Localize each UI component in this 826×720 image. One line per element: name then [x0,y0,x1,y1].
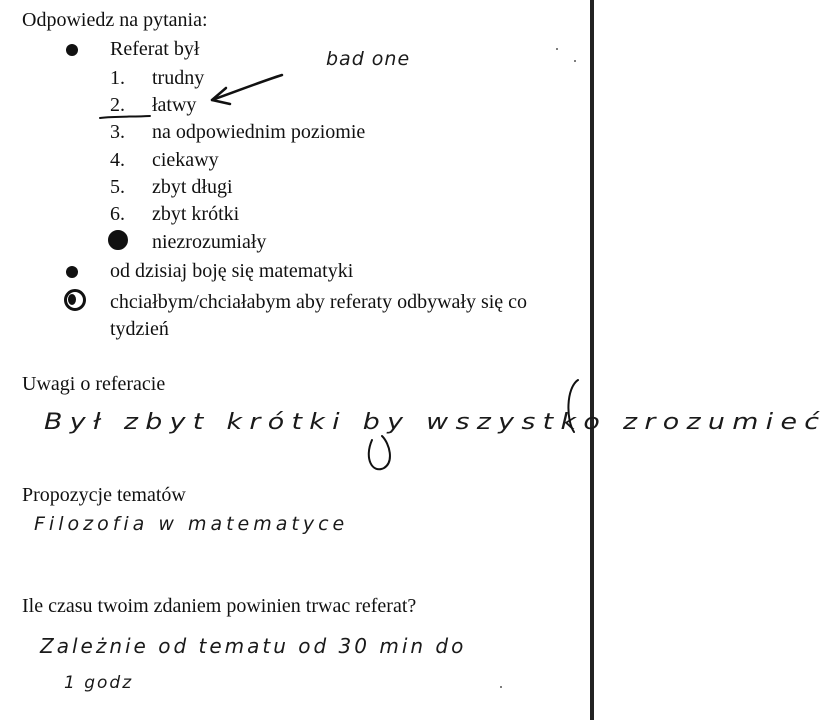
duration-label: Ile czasu twoim zdaniem powinien trwac referat? [22,595,417,617]
question2-text[interactable]: od dzisiaj boję się matematyki [110,260,354,282]
option-7-selected-mark[interactable] [108,230,128,250]
topics-answer[interactable]: Filozofia w matematyce [34,513,349,535]
option-1-text[interactable]: trudny [152,67,205,89]
remarks-label: Uwagi o referacie [22,373,166,395]
duration-answer-line1[interactable]: Zależnie od tematu od 30 min do [40,634,467,658]
underline-icon [100,116,150,118]
option-2-text[interactable]: łatwy [152,94,197,116]
option-4-number: 4. [110,149,125,171]
option-6-text[interactable]: zbyt krótki [152,203,240,225]
option-4-text[interactable]: ciekawy [152,149,219,171]
option-6-number: 6. [110,203,125,225]
option-7-text[interactable]: niezrozumiały [152,231,267,253]
question3-line1[interactable]: chciałbym/chciałabym aby referaty odbywały się co [110,291,528,313]
question1-label: Referat był [110,38,200,60]
remarks-loop-icon [369,436,390,469]
option-3-text[interactable]: na odpowiednim poziomie [152,121,366,143]
arrow-head-icon [212,88,230,104]
bullet-question1 [66,44,78,56]
remarks-answer[interactable]: Był zbyt krótki by wszystko zrozumieć [44,410,826,435]
duration-answer-line2[interactable]: 1 godz [64,673,134,693]
option-1-number: 1. [110,67,125,89]
scan-speck [556,48,558,50]
bullet-question2 [66,266,78,278]
question3-line2: tydzień [110,318,169,340]
question3-selected-mark[interactable] [64,289,86,311]
scan-edge [590,0,594,720]
page-heading: Odpowiedz na pytania: [22,9,208,31]
option-5-text[interactable]: zbyt długi [152,176,233,198]
arrow-icon [212,75,282,100]
option-2-number: 2. [110,94,125,116]
option-3-number: 3. [110,121,125,143]
scan-speck [574,60,576,62]
option-5-number: 5. [110,176,125,198]
scan-speck [500,686,502,688]
handwritten-note: bad one [326,48,411,70]
topics-label: Propozycje tematów [22,484,186,506]
